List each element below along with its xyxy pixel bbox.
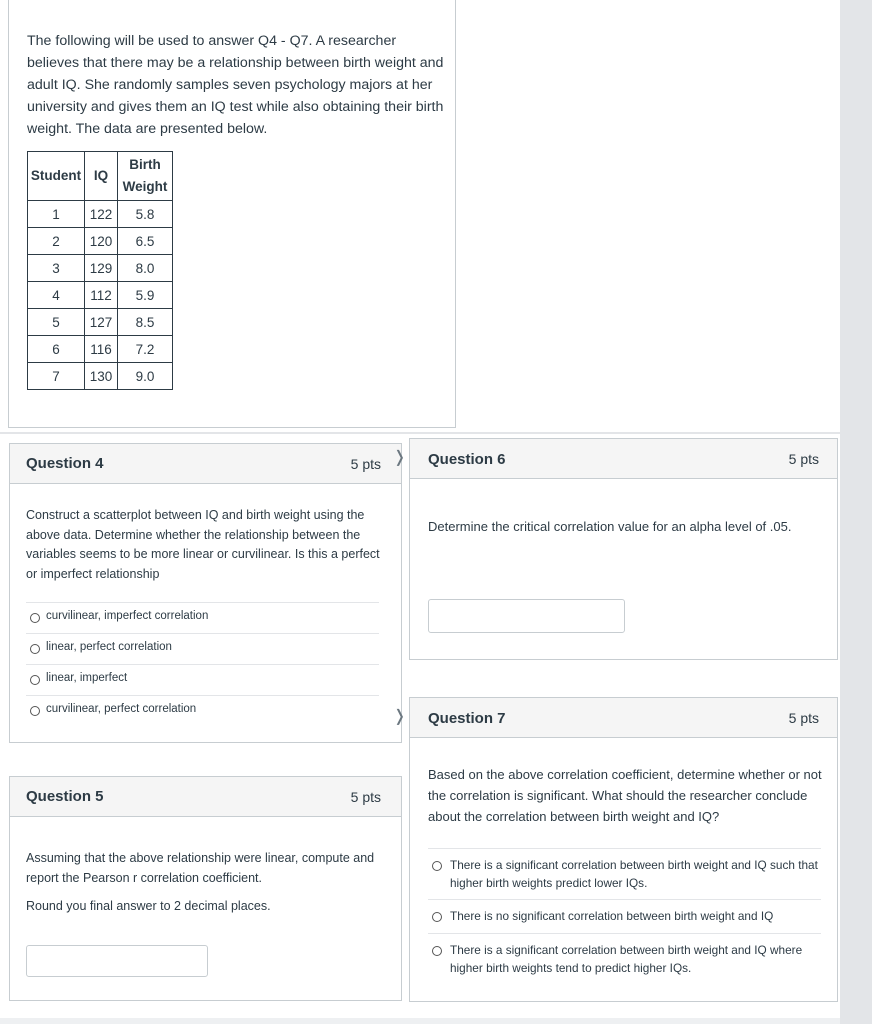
cell: 3 bbox=[28, 255, 85, 282]
question-5-rounding-note: Round you final answer to 2 decimal places. bbox=[26, 899, 271, 913]
cell: 130 bbox=[85, 363, 118, 390]
answer-label: linear, perfect correlation bbox=[46, 641, 172, 653]
header-birth-weight: Birth Weight bbox=[118, 152, 173, 201]
cell: 127 bbox=[85, 309, 118, 336]
cell: 129 bbox=[85, 255, 118, 282]
radio-button[interactable] bbox=[432, 912, 442, 922]
cell: 112 bbox=[85, 282, 118, 309]
table-row bbox=[28, 228, 173, 255]
question-4-title: Question 4 bbox=[26, 455, 104, 472]
answer-option[interactable] bbox=[26, 664, 379, 696]
cell: 1 bbox=[28, 201, 85, 228]
table-row bbox=[28, 363, 173, 390]
question-7-header bbox=[410, 698, 837, 738]
intro-text: The following will be used to answer Q4 - Q7. A researcher believes that there may be a relationship between birth weight and adult IQ. She randomly samples seven psychology majors at her university and gives them an IQ test while also obtaining their birth weight. The data are presented below. bbox=[27, 33, 444, 137]
table-row bbox=[28, 282, 173, 309]
cell: 8.5 bbox=[118, 309, 173, 336]
question-6-text: Determine the critical correlation value for an alpha level of .05. bbox=[428, 519, 792, 534]
answer-label: curvilinear, imperfect correlation bbox=[46, 610, 209, 622]
answer-option[interactable] bbox=[26, 633, 379, 665]
question-5-title: Question 5 bbox=[26, 788, 104, 805]
table-row bbox=[28, 309, 173, 336]
question-7-title: Question 7 bbox=[428, 710, 506, 727]
answer-label: There is a significant correlation between birth weight and IQ such that higher birth weights predict lower IQs. bbox=[450, 858, 818, 890]
cell: 5 bbox=[28, 309, 85, 336]
cell: 6.5 bbox=[118, 228, 173, 255]
table-row bbox=[28, 201, 173, 228]
radio-button[interactable] bbox=[432, 946, 442, 956]
answer-label: linear, imperfect bbox=[46, 672, 128, 684]
question-4-text: Construct a scatterplot between IQ and birth weight using the above data. Determine whether the relationship between the variables seems to be more linear or curvilinear. Is this a perfect or imperfect relationship bbox=[26, 508, 380, 581]
question-6-answer-input[interactable] bbox=[428, 599, 625, 633]
cell: 7 bbox=[28, 363, 85, 390]
question-4-panel bbox=[9, 443, 402, 743]
header-iq: IQ bbox=[85, 152, 118, 201]
question-5-answer-input[interactable] bbox=[26, 945, 208, 977]
answer-label: curvilinear, perfect correlation bbox=[46, 703, 197, 715]
cell: 7.2 bbox=[118, 336, 173, 363]
answer-label: There is no significant correlation between birth weight and IQ bbox=[450, 909, 774, 923]
answer-option[interactable] bbox=[428, 848, 821, 899]
bottom-edge bbox=[0, 1018, 840, 1024]
question-5-points: 5 pts bbox=[350, 789, 381, 805]
cell: 122 bbox=[85, 201, 118, 228]
answer-option[interactable] bbox=[26, 695, 379, 727]
answer-label: There is a significant correlation between birth weight and IQ where higher birth weights tend to predict higher IQs. bbox=[450, 943, 803, 975]
cell: 4 bbox=[28, 282, 85, 309]
question-6-points: 5 pts bbox=[788, 451, 819, 467]
chevron-right-icon[interactable]: ❭ bbox=[393, 708, 407, 725]
header-student: Student bbox=[28, 152, 85, 201]
answer-option[interactable] bbox=[428, 933, 821, 984]
chevron-right-icon[interactable]: ❭ bbox=[393, 449, 407, 466]
question-4-points: 5 pts bbox=[350, 456, 381, 472]
table-header-row bbox=[28, 152, 173, 201]
cell: 120 bbox=[85, 228, 118, 255]
cell: 5.9 bbox=[118, 282, 173, 309]
question-7-panel bbox=[409, 697, 838, 1002]
question-4-header bbox=[10, 444, 401, 484]
cell: 116 bbox=[85, 336, 118, 363]
table-row bbox=[28, 336, 173, 363]
cell: 8.0 bbox=[118, 255, 173, 282]
question-6-header bbox=[410, 439, 837, 479]
cell: 9.0 bbox=[118, 363, 173, 390]
question-5-panel bbox=[9, 776, 402, 1001]
section-divider bbox=[0, 432, 840, 434]
data-table bbox=[27, 151, 173, 390]
right-scroll-gutter bbox=[840, 0, 872, 1024]
question-6-title: Question 6 bbox=[428, 451, 506, 468]
radio-button[interactable] bbox=[30, 644, 40, 654]
radio-button[interactable] bbox=[30, 706, 40, 716]
table-row bbox=[28, 255, 173, 282]
question-7-text: Based on the above correlation coefficient, determine whether or not the correlation is significant. What should the researcher conclude about the correlation between birth weight and IQ? bbox=[428, 767, 822, 824]
cell: 2 bbox=[28, 228, 85, 255]
radio-button[interactable] bbox=[30, 613, 40, 623]
cell: 6 bbox=[28, 336, 85, 363]
answer-option[interactable] bbox=[428, 899, 821, 933]
radio-button[interactable] bbox=[30, 675, 40, 685]
answer-option[interactable] bbox=[26, 602, 379, 634]
radio-button[interactable] bbox=[432, 861, 442, 871]
question-5-text: Assuming that the above relationship were linear, compute and report the Pearson r correlation coefficient. bbox=[26, 851, 375, 885]
question-6-panel bbox=[409, 438, 838, 660]
question-5-header bbox=[10, 777, 401, 817]
cell: 5.8 bbox=[118, 201, 173, 228]
question-7-points: 5 pts bbox=[788, 710, 819, 726]
